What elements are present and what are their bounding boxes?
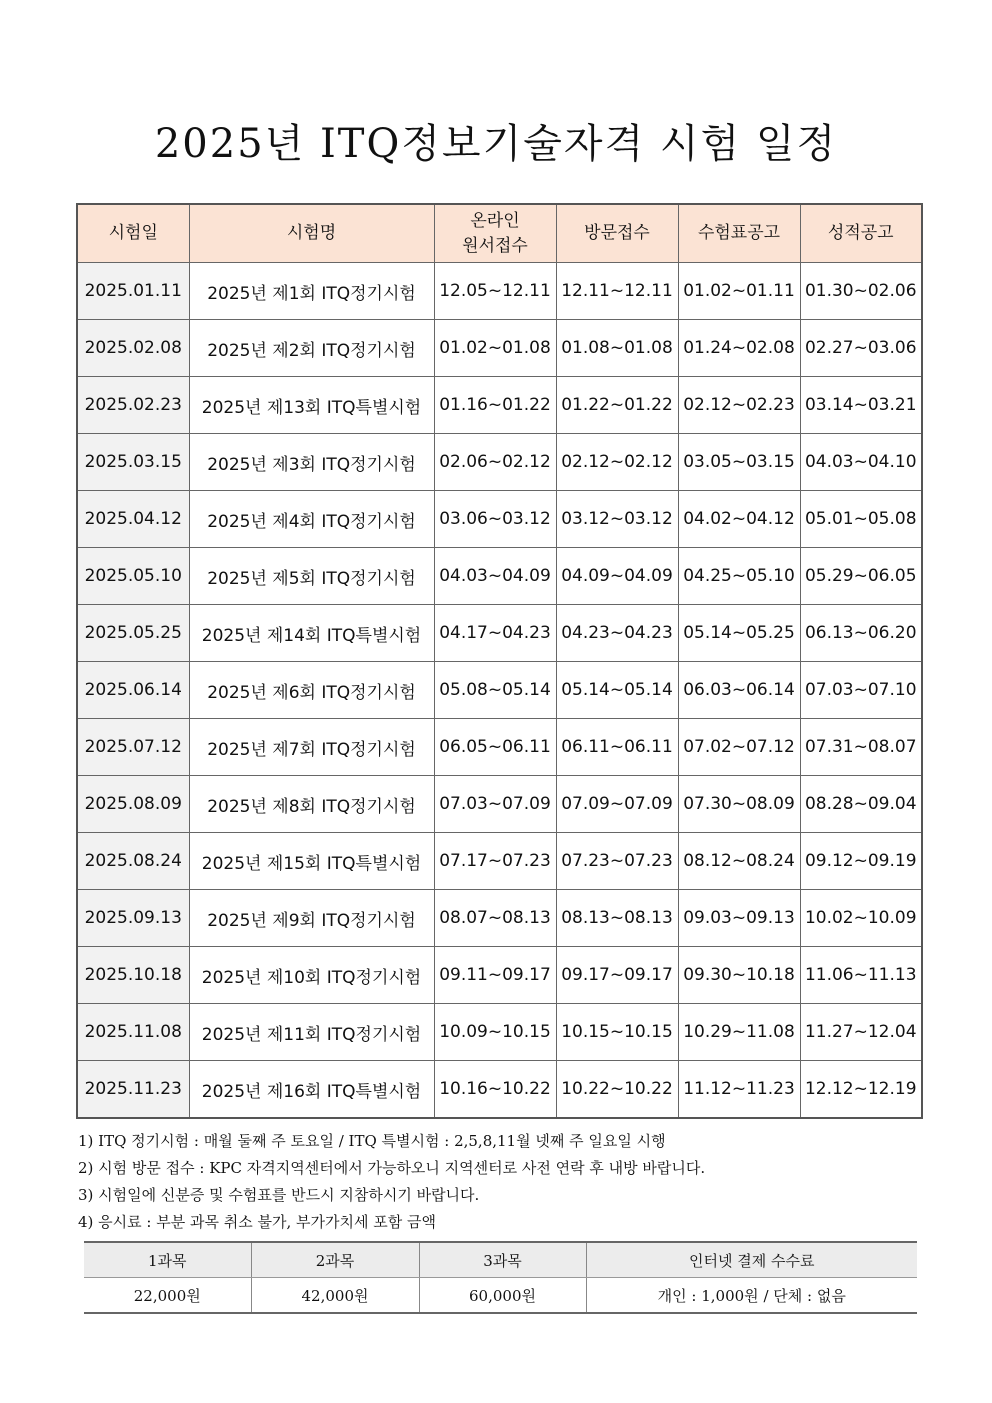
score-announcement-cell: 04.03~04.10 bbox=[800, 434, 922, 491]
visit-application-cell: 07.23~07.23 bbox=[556, 833, 678, 890]
admission-ticket-cell: 11.12~11.23 bbox=[678, 1061, 800, 1119]
admission-ticket-cell: 07.02~07.12 bbox=[678, 719, 800, 776]
exam-name-cell: 2025년 제4회 ITQ정기시험 bbox=[189, 491, 434, 548]
online-application-cell: 03.06~03.12 bbox=[434, 491, 556, 548]
table-row bbox=[77, 377, 922, 434]
admission-ticket-cell: 07.30~08.09 bbox=[678, 776, 800, 833]
exam-date-cell: 2025.09.13 bbox=[77, 890, 189, 947]
col-header-exam-name: 시험명 bbox=[189, 204, 434, 263]
exam-name-cell: 2025년 제7회 ITQ정기시험 bbox=[189, 719, 434, 776]
online-application-cell: 02.06~02.12 bbox=[434, 434, 556, 491]
online-application-cell: 04.17~04.23 bbox=[434, 605, 556, 662]
exam-name-cell: 2025년 제16회 ITQ특별시험 bbox=[189, 1061, 434, 1119]
exam-name-cell: 2025년 제15회 ITQ특별시험 bbox=[189, 833, 434, 890]
col-header-online-line2: 원서접수 bbox=[462, 235, 528, 256]
admission-ticket-cell: 09.30~10.18 bbox=[678, 947, 800, 1004]
exam-name-cell: 2025년 제9회 ITQ정기시험 bbox=[189, 890, 434, 947]
exam-name-cell: 2025년 제6회 ITQ정기시험 bbox=[189, 662, 434, 719]
score-announcement-cell: 06.13~06.20 bbox=[800, 605, 922, 662]
admission-ticket-cell: 09.03~09.13 bbox=[678, 890, 800, 947]
note-2: 2) 시험 방문 접수 : KPC 자격지역센터에서 가능하오니 지역센터로 사전 연락 후 내방 바랍니다. bbox=[78, 1159, 706, 1177]
online-application-cell: 09.11~09.17 bbox=[434, 947, 556, 1004]
table-row bbox=[77, 719, 922, 776]
exam-date-cell: 2025.05.10 bbox=[77, 548, 189, 605]
online-application-cell: 10.16~10.22 bbox=[434, 1061, 556, 1119]
score-announcement-cell: 09.12~09.19 bbox=[800, 833, 922, 890]
visit-application-cell: 02.12~02.12 bbox=[556, 434, 678, 491]
note-4: 4) 응시료 : 부분 과목 취소 불가, 부가가치세 포함 금액 bbox=[78, 1213, 436, 1231]
col-header-online-line1: 온라인 bbox=[470, 210, 520, 231]
exam-date-cell: 2025.01.11 bbox=[77, 263, 189, 320]
online-application-cell: 04.03~04.09 bbox=[434, 548, 556, 605]
score-announcement-cell: 11.27~12.04 bbox=[800, 1004, 922, 1061]
table-row bbox=[77, 1004, 922, 1061]
col-header-admission-ticket: 수험표공고 bbox=[678, 204, 800, 263]
admission-ticket-cell: 10.29~11.08 bbox=[678, 1004, 800, 1061]
visit-application-cell: 04.23~04.23 bbox=[556, 605, 678, 662]
exam-date-cell: 2025.02.23 bbox=[77, 377, 189, 434]
table-row bbox=[77, 662, 922, 719]
exam-name-cell: 2025년 제3회 ITQ정기시험 bbox=[189, 434, 434, 491]
fee-internet-payment: 개인 : 1,000원 / 단체 : 없음 bbox=[586, 1278, 917, 1314]
fee-value-row bbox=[84, 1278, 917, 1314]
table-row bbox=[77, 605, 922, 662]
exam-name-cell: 2025년 제2회 ITQ정기시험 bbox=[189, 320, 434, 377]
table-row bbox=[77, 491, 922, 548]
admission-ticket-cell: 01.24~02.08 bbox=[678, 320, 800, 377]
col-header-visit-application: 방문접수 bbox=[556, 204, 678, 263]
score-announcement-cell: 10.02~10.09 bbox=[800, 890, 922, 947]
col-header-score-announcement: 성적공고 bbox=[800, 204, 922, 263]
online-application-cell: 01.16~01.22 bbox=[434, 377, 556, 434]
col-header-online-application bbox=[434, 204, 556, 263]
online-application-cell: 10.09~10.15 bbox=[434, 1004, 556, 1061]
fee-2-subjects: 42,000원 bbox=[251, 1278, 419, 1314]
online-application-cell: 01.02~01.08 bbox=[434, 320, 556, 377]
exam-date-cell: 2025.05.25 bbox=[77, 605, 189, 662]
table-row bbox=[77, 1061, 922, 1119]
score-announcement-cell: 01.30~02.06 bbox=[800, 263, 922, 320]
table-header-row bbox=[77, 204, 922, 263]
note-3: 3) 시험일에 신분증 및 수험표를 반드시 지참하시기 바랍니다. bbox=[78, 1186, 480, 1204]
visit-application-cell: 04.09~04.09 bbox=[556, 548, 678, 605]
notes bbox=[78, 1128, 938, 1236]
exam-date-cell: 2025.11.23 bbox=[77, 1061, 189, 1119]
score-announcement-cell: 05.29~06.05 bbox=[800, 548, 922, 605]
visit-application-cell: 10.15~10.15 bbox=[556, 1004, 678, 1061]
score-announcement-cell: 12.12~12.19 bbox=[800, 1061, 922, 1119]
fee-table bbox=[84, 1241, 917, 1314]
exam-name-cell: 2025년 제13회 ITQ특별시험 bbox=[189, 377, 434, 434]
visit-application-cell: 09.17~09.17 bbox=[556, 947, 678, 1004]
online-application-cell: 06.05~06.11 bbox=[434, 719, 556, 776]
fee-header-internet-fee: 인터넷 결제 수수료 bbox=[586, 1242, 917, 1278]
note-1: 1) ITQ 정기시험 : 매월 둘째 주 토요일 / ITQ 특별시험 : 2,5,8,11월 넷째 주 일요일 시행 bbox=[78, 1132, 666, 1150]
fee-header-3-subjects: 3과목 bbox=[419, 1242, 586, 1278]
table-row bbox=[77, 947, 922, 1004]
fee-header-row bbox=[84, 1242, 917, 1278]
score-announcement-cell: 07.31~08.07 bbox=[800, 719, 922, 776]
admission-ticket-cell: 02.12~02.23 bbox=[678, 377, 800, 434]
schedule-body bbox=[77, 263, 922, 1119]
exam-date-cell: 2025.02.08 bbox=[77, 320, 189, 377]
online-application-cell: 12.05~12.11 bbox=[434, 263, 556, 320]
admission-ticket-cell: 04.02~04.12 bbox=[678, 491, 800, 548]
exam-name-cell: 2025년 제1회 ITQ정기시험 bbox=[189, 263, 434, 320]
exam-date-cell: 2025.03.15 bbox=[77, 434, 189, 491]
table-row bbox=[77, 434, 922, 491]
score-announcement-cell: 11.06~11.13 bbox=[800, 947, 922, 1004]
admission-ticket-cell: 08.12~08.24 bbox=[678, 833, 800, 890]
online-application-cell: 07.17~07.23 bbox=[434, 833, 556, 890]
score-announcement-cell: 05.01~05.08 bbox=[800, 491, 922, 548]
exam-date-cell: 2025.06.14 bbox=[77, 662, 189, 719]
online-application-cell: 08.07~08.13 bbox=[434, 890, 556, 947]
visit-application-cell: 05.14~05.14 bbox=[556, 662, 678, 719]
exam-date-cell: 2025.08.09 bbox=[77, 776, 189, 833]
online-application-cell: 07.03~07.09 bbox=[434, 776, 556, 833]
table-row bbox=[77, 320, 922, 377]
exam-name-cell: 2025년 제11회 ITQ정기시험 bbox=[189, 1004, 434, 1061]
score-announcement-cell: 07.03~07.10 bbox=[800, 662, 922, 719]
exam-date-cell: 2025.10.18 bbox=[77, 947, 189, 1004]
exam-date-cell: 2025.08.24 bbox=[77, 833, 189, 890]
fee-header-2-subjects: 2과목 bbox=[251, 1242, 419, 1278]
visit-application-cell: 07.09~07.09 bbox=[556, 776, 678, 833]
fee-3-subjects: 60,000원 bbox=[419, 1278, 586, 1314]
admission-ticket-cell: 04.25~05.10 bbox=[678, 548, 800, 605]
table-row bbox=[77, 548, 922, 605]
table-row bbox=[77, 890, 922, 947]
exam-name-cell: 2025년 제10회 ITQ정기시험 bbox=[189, 947, 434, 1004]
visit-application-cell: 01.08~01.08 bbox=[556, 320, 678, 377]
table-row bbox=[77, 776, 922, 833]
fee-1-subject: 22,000원 bbox=[84, 1278, 251, 1314]
visit-application-cell: 06.11~06.11 bbox=[556, 719, 678, 776]
admission-ticket-cell: 06.03~06.14 bbox=[678, 662, 800, 719]
online-application-cell: 05.08~05.14 bbox=[434, 662, 556, 719]
score-announcement-cell: 02.27~03.06 bbox=[800, 320, 922, 377]
exam-name-cell: 2025년 제14회 ITQ특별시험 bbox=[189, 605, 434, 662]
admission-ticket-cell: 03.05~03.15 bbox=[678, 434, 800, 491]
score-announcement-cell: 08.28~09.04 bbox=[800, 776, 922, 833]
fee-header-1-subject: 1과목 bbox=[84, 1242, 251, 1278]
exam-date-cell: 2025.07.12 bbox=[77, 719, 189, 776]
col-header-exam-date: 시험일 bbox=[77, 204, 189, 263]
exam-name-cell: 2025년 제5회 ITQ정기시험 bbox=[189, 548, 434, 605]
exam-name-cell: 2025년 제8회 ITQ정기시험 bbox=[189, 776, 434, 833]
score-announcement-cell: 03.14~03.21 bbox=[800, 377, 922, 434]
table-row bbox=[77, 833, 922, 890]
exam-schedule-table bbox=[76, 203, 923, 1119]
visit-application-cell: 01.22~01.22 bbox=[556, 377, 678, 434]
visit-application-cell: 12.11~12.11 bbox=[556, 263, 678, 320]
visit-application-cell: 03.12~03.12 bbox=[556, 491, 678, 548]
exam-date-cell: 2025.11.08 bbox=[77, 1004, 189, 1061]
page-title: 2025년 ITQ정보기술자격 시험 일정 bbox=[154, 121, 838, 167]
table-row bbox=[77, 263, 922, 320]
visit-application-cell: 08.13~08.13 bbox=[556, 890, 678, 947]
admission-ticket-cell: 05.14~05.25 bbox=[678, 605, 800, 662]
admission-ticket-cell: 01.02~01.11 bbox=[678, 263, 800, 320]
exam-date-cell: 2025.04.12 bbox=[77, 491, 189, 548]
visit-application-cell: 10.22~10.22 bbox=[556, 1061, 678, 1119]
